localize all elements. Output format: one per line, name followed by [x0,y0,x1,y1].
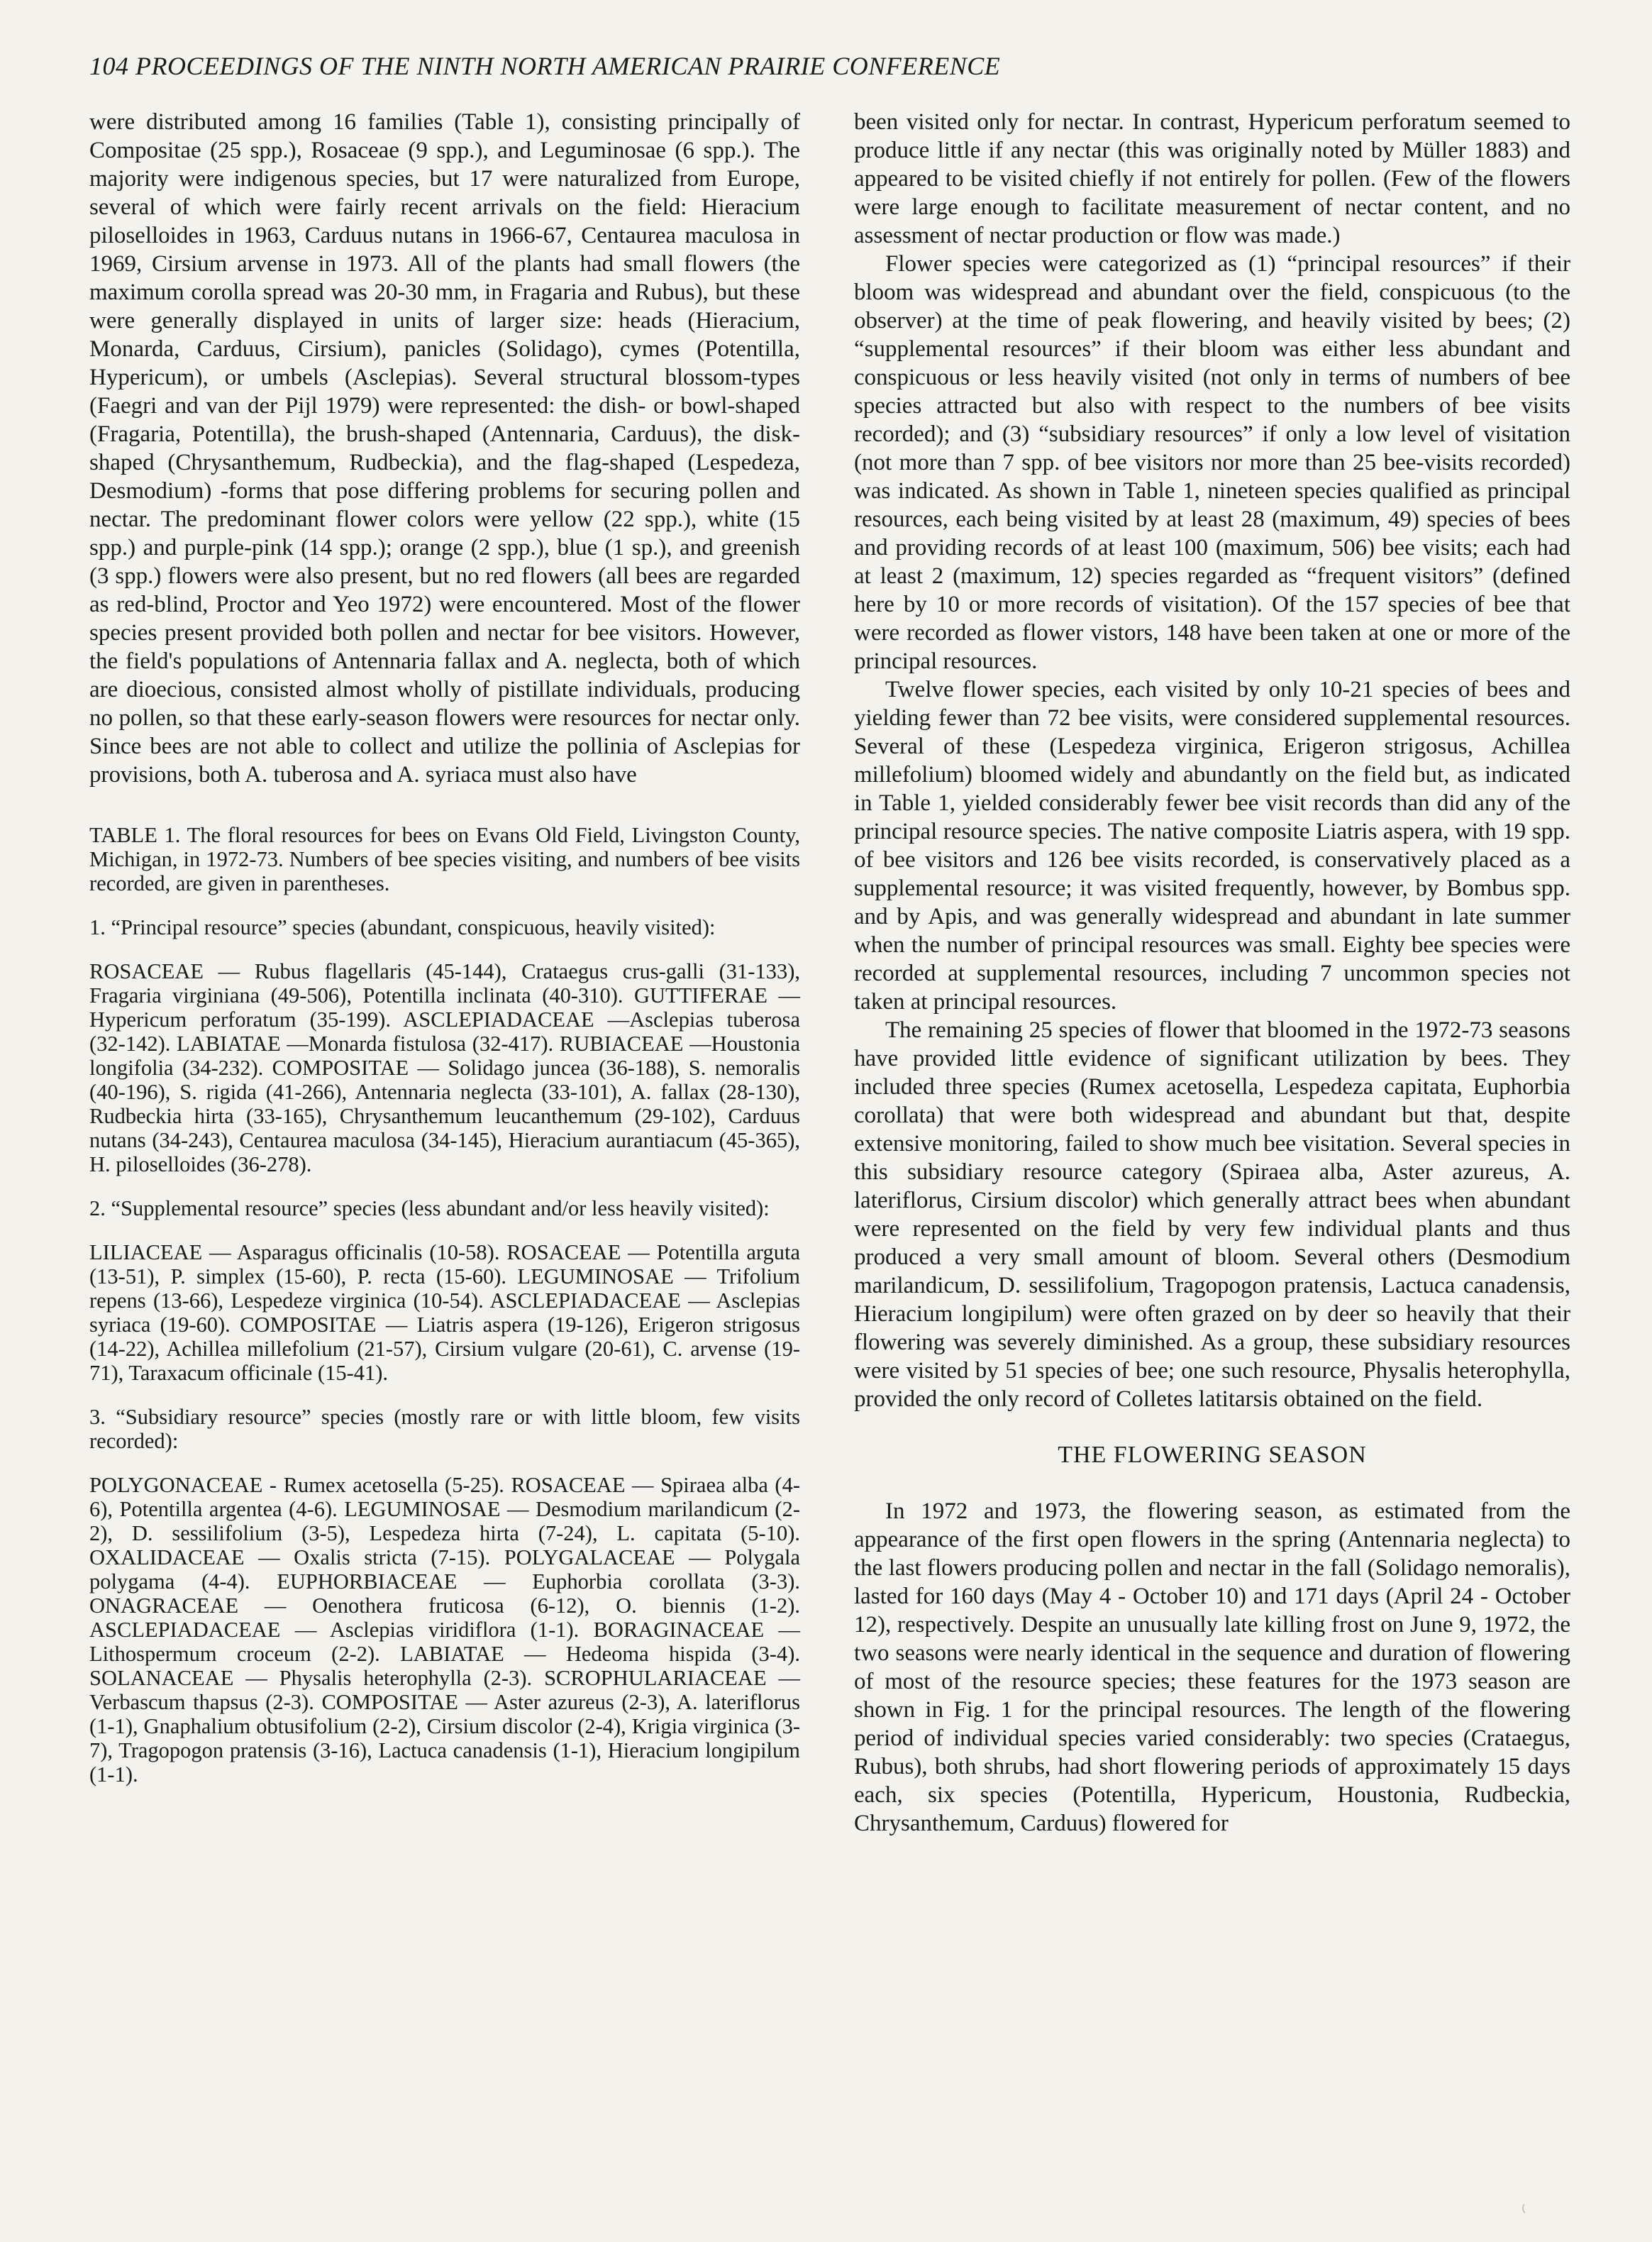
page-mark-icon [1521,2204,1528,2214]
running-head: 104 PROCEEDINGS OF THE NINTH NORTH AMERICAN PRAIRIE CONFERENCE [89,52,1001,80]
body-paragraph: were distributed among 16 families (Table 1), consisting principally of Compositae (25 spp.), Rosaceae (9 spp.), and Leguminosae (6 spp.). The majority were indigenous species, but 17 were naturalized from Europe, several of which were fairly recent arrivals on the field: Hieracium piloselloides in 1963, Carduus nutans in 1966-67, Centaurea maculosa in 1969, Cirsium arvense in 1973. All of the plants had small flowers (the maximum corolla spread was 20-30 mm, in Fragaria and Rubus), but these were generally displayed in units of larger size: heads (Hieracium, Monarda, Carduus, Cirsium), panicles (Solidago), cymes (Potentilla, Hypericum), or umbels (Asclepias). Several structural blossom-types (Faegri and van der Pijl 1979) were represented: the dish- or bowl-shaped (Fragaria, Potentilla), the brush-shaped (Antennaria, Carduus), the disk-shaped (Chrysanthemum, Rudbeckia), and the flag-shaped (Lespedeza, Desmodium) -forms that pose differing problems for securing pollen and nectar. The predominant flower colors were yellow (22 spp.), white (15 spp.) and purple-pink (14 spp.); orange (2 spp.), blue (1 sp.), and greenish (3 spp.) flowers were also present, but no red flowers (all bees are regarded as red-blind, Proctor and Yeo 1972) were encountered. Most of the flower species present provided both pollen and nectar for bee visitors. However, the field's populations of Antennaria fallax and A. neglecta, both of which are dioecious, consisted almost wholly of pistillate individuals, producing no pollen, so that these early-season flowers were resources for nectar only. Since bees are not able to collect and utilize the pollinia of Asclepias for provisions, both A. tuberosa and A. syriaca must also have [89,109,800,788]
body-paragraph: been visited only for nectar. In contrast, Hypericum perforatum seemed to produce little if any nectar (this was originally noted by Müller 1883) and appeared to be visited chiefly if not entirely for pollen. (Few of the flowers were large enough to facilitate measurement of nectar content, and no assessment of nectar production or flow was made.) [854,109,1570,248]
body-paragraph: Flower species were categorized as (1) “principal resources” if their bloom was widespread and abundant over the field, conspicuous (to the observer) at the time of peak flowering, and heavily visited by bees; (2) “supplemental resources” if their bloom was either less abundant and conspicuous or less heavily visited (not only in terms of numbers of bee species attracted but also with respect to the numbers of bee visits recorded); and (3) “subsidiary resources” if only a low level of visitation (not more than 7 spp. of bee visitors nor more than 25 bee-visits recorded) was indicated. As shown in Table 1, nineteen species qualified as principal resources, each being visited by at least 28 (maximum, 49) species of bees and providing records of at least 100 (maximum, 506) bee visits; each had at least 2 (maximum, 12) species regarded as “frequent visitors” (defined here by 10 or more records of visitation). Of the 157 species of bee that were recorded as flower vistors, 148 have been taken at one or more of the principal resources. [854,251,1570,674]
table-caption: TABLE 1. The floral resources for bees on Evans Old Field, Livingston County, Michigan, in 1972-73. Numbers of bee species visiting, and numbers of bee visits recorded, are given in parentheses. [89,823,800,895]
section-heading: THE FLOWERING SEASON [1058,1442,1367,1468]
table-category-title: 2. “Supplemental resource” species (less abundant and/or less heavily visited): [89,1196,770,1220]
table-category-list: ROSACEAE — Rubus flagellaris (45-144), Crataegus crus-galli (31-133), Fragaria virginiana (49-506), Potentilla inclinata (40-310). GUTTIFERAE — Hypericum perforatum (35-199). ASCLEPIADACEAE —Asclepias tuberosa (32-142). LABIATAE —Monarda fistulosa (32-417). RUBIACEAE —Houstonia longifolia (34-232). COMPOSITAE — Solidago juncea (36-188), S. nemoralis (40-196), S. rigida (41-266), Antennaria neglecta (33-101), A. fallax (28-130), Rudbeckia hirta (33-165), Chrysanthemum leucanthemum (29-102), Carduus nutans (34-243), Centaurea maculosa (34-145), Hieracium aurantiacum (45-365), H. piloselloides (36-278). [89,959,800,1176]
left-column [89,108,800,1806]
table-category-list: LILIACEAE — Asparagus officinalis (10-58). ROSACEAE — Potentilla arguta (13-51), P. simplex (15-60), P. recta (15-60). LEGUMINOSAE — Trifolium repens (13-66), Lespedeze virginica (10-54). ASCLEPIADACEAE — Asclepias syriaca (19-60). COMPOSITAE — Liatris aspera (19-126), Erigeron strigosus (14-22), Achillea millefolium (21-57), Cirsium vulgare (20-61), C. arvense (19-71), Taraxacum officinale (15-41). [89,1240,800,1385]
right-column [854,108,1570,1838]
table-category-list: POLYGONACEAE - Rumex acetosella (5-25). ROSACEAE — Spiraea alba (4-6), Potentilla argentea (4-6). LEGUMINOSAE — Desmodium marilandicum (2-2), D. sessilifolium (3-5), Lespedeza hirta (7-24), L. capitata (5-10). OXALIDACEAE — Oxalis stricta (7-15). POLYGALACEAE — Polygala polygama (4-4). EUPHORBIACEAE — Euphorbia corollata (3-3). ONAGRACEAE — Oenothera fruticosa (6-12), O. biennis (1-2). ASCLEPIADACEAE — Asclepias viridiflora (1-1). BORAGINACEAE — Lithospermum croceum (2-2). LABIATAE — Hedeoma hispida (3-4). SOLANACEAE — Physalis heterophylla (2-3). SCROPHULARIACEAE — Verbascum thapsus (2-3). COMPOSITAE — Aster azureus (2-3), A. lateriflorus (1-1), Gnaphalium obtusifolium (2-2), Cirsium discolor (2-4), Krigia virginica (3-7), Tragopogon pratensis (3-16), Lactuca canadensis (1-1), Hieracium longipilum (1-1). [89,1473,800,1787]
table-category-title: 3. “Subsidiary resource” species (mostly rare or with little bloom, few visits recorded): [89,1405,800,1453]
body-paragraph: Twelve flower species, each visited by only 10-21 species of bees and yielding fewer than 72 bee visits, were considered supplemental resources. Several of these (Lespedeza virginica, Erigeron strigosus, Achillea millefolium) bloomed widely and abundantly on the field but, as indicated in Table 1, yielded considerably fewer bee visit records than did any of the principal resource species. The native composite Liatris aspera, with 19 spp. of bee visitors and 126 bee visits recorded, is conservatively placed as a supplemental resource; it was visited frequently, however, by Bombus spp. and by Apis, and was generally widespread and abundant in late summer when the number of principal resources was small. Eighty bee species were recorded at supplemental resources, including 7 uncommon species not taken at principal resources. [854,677,1570,1015]
table-1 [89,823,800,1787]
table-category-title: 1. “Principal resource” species (abundant, conspicuous, heavily visited): [89,915,716,939]
body-paragraph: In 1972 and 1973, the flowering season, as estimated from the appearance of the first open flowers in the spring (Antennaria neglecta) to the last flowers producing pollen and nectar in the fall (Solidago nemoralis), lasted for 160 days (May 4 - October 10) and 171 days (April 24 - October 12), respectively. Despite an unusually late killing frost on June 9, 1972, the two seasons were nearly identical in the sequence and duration of flowering of most of the resource species; these features for the 1973 season are shown in Fig. 1 for the principal resources. The length of the flowering period of individual species varied considerably: two species (Crataegus, Rubus), both shrubs, had short flowering periods of approximately 15 days each, six species (Potentilla, Hypericum, Houstonia, Rudbeckia, Chrysanthemum, Carduus) flowered for [854,1498,1570,1836]
body-paragraph: The remaining 25 species of flower that bloomed in the 1972-73 seasons have provided little evidence of significant utilization by bees. They included three species (Rumex acetosella, Lespedeza capitata, Euphorbia corollata) that were both widespread and abundant but that, despite extensive monitoring, failed to show much bee visitation. Several species in this subsidiary resource category (Spiraea alba, Aster azureus, A. lateriflorus, Cirsium discolor) which generally attract bees when abundant were represented on the field by very few individual plants and thus produced a very small amount of bloom. Several others (Desmodium marilandicum, D. sessilifolium, Tragopogon pratensis, Lactuca canadensis, Hieracium longipilum) were often grazed on by deer so heavily that their flowering was severely diminished. As a group, these subsidiary resources were visited by 51 species of bee; one such resource, Physalis heterophylla, provided the only record of Colletes latitarsis obtained on the field. [854,1017,1570,1412]
